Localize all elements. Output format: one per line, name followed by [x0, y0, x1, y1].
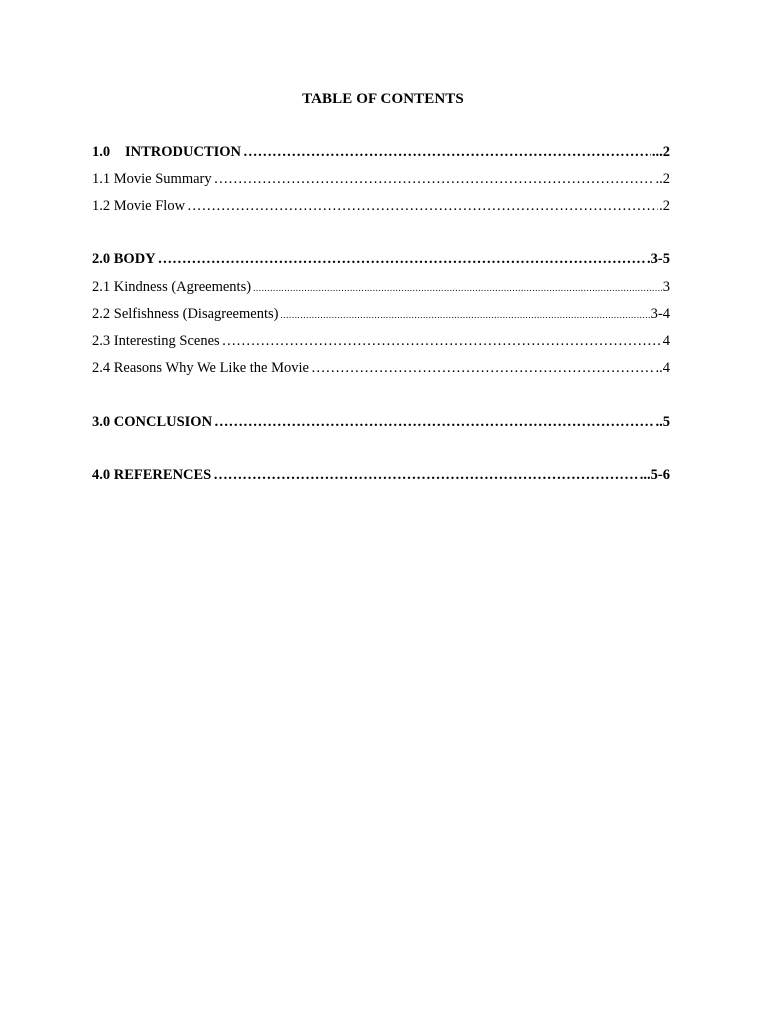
toc-entry-reasons[interactable]	[92, 358, 670, 378]
toc-entry-number: 3.0	[92, 414, 111, 430]
toc-entry-page: ...5-6	[639, 467, 670, 483]
toc-entry-page: ..4	[655, 360, 670, 376]
toc-entry-number: 1.2	[92, 198, 111, 214]
toc-entry-number: 1.1	[92, 171, 111, 187]
dot-leader	[213, 465, 639, 485]
dot-leader	[253, 278, 662, 298]
toc-entry-page: 3	[662, 279, 670, 295]
dot-leader	[243, 142, 651, 162]
toc-entry-page: .2	[659, 198, 670, 214]
dot-leader	[214, 412, 654, 432]
toc-entry-movie-summary[interactable]	[92, 169, 670, 189]
dot-leader	[214, 169, 655, 189]
toc-entry-page: .3-5	[647, 251, 670, 267]
toc-entry-label: Interesting Scenes	[113, 333, 220, 349]
toc-entry-page: ..5	[655, 414, 670, 430]
toc-entry-conclusion[interactable]	[92, 412, 670, 432]
toc-entry-introduction[interactable]	[92, 142, 670, 162]
dot-leader	[158, 249, 646, 269]
toc-entry-page: 4	[662, 333, 670, 349]
toc-entry-label: REFERENCES	[113, 467, 212, 483]
toc-entry-label: Reasons Why We Like the Movie	[113, 360, 309, 376]
dot-leader	[280, 305, 649, 325]
toc-entry-number: 2.1	[92, 279, 111, 295]
toc-entry-label: BODY	[113, 251, 156, 267]
toc-entry-number: 2.2	[92, 306, 111, 322]
toc-entry-number: 2.3	[92, 333, 111, 349]
dot-leader	[311, 358, 655, 378]
toc-entry-label: INTRODUCTION	[125, 144, 242, 160]
toc-entry-label: Movie Summary	[113, 171, 212, 187]
toc-title: TABLE OF CONTENTS	[302, 91, 464, 107]
toc-entry-page: ...2	[651, 144, 670, 160]
toc-entry-label: Movie Flow	[113, 198, 186, 214]
toc-entry-number: 1.0	[92, 144, 111, 160]
toc-entry-label: CONCLUSION	[113, 414, 213, 430]
toc-entry-number: 2.0	[92, 251, 111, 267]
toc-entry-label: Selfishness (Disagreements)	[113, 306, 279, 322]
toc-entry-kindness[interactable]	[92, 277, 670, 298]
toc-entry-number: 4.0	[92, 467, 111, 483]
toc-entry-number: 2.4	[92, 360, 111, 376]
dot-leader	[187, 196, 658, 216]
toc-entry-movie-flow[interactable]	[92, 196, 670, 216]
toc-entry-page: ..2	[655, 171, 670, 187]
toc-entry-label: Kindness (Agreements)	[113, 279, 252, 295]
toc-entry-interesting-scenes[interactable]	[92, 331, 670, 351]
toc-entry-body[interactable]	[92, 249, 670, 269]
toc-entry-references[interactable]	[92, 465, 670, 485]
toc-entry-selfishness[interactable]	[92, 304, 670, 325]
toc-entry-page: 3-4	[650, 306, 670, 322]
dot-leader	[222, 331, 662, 351]
